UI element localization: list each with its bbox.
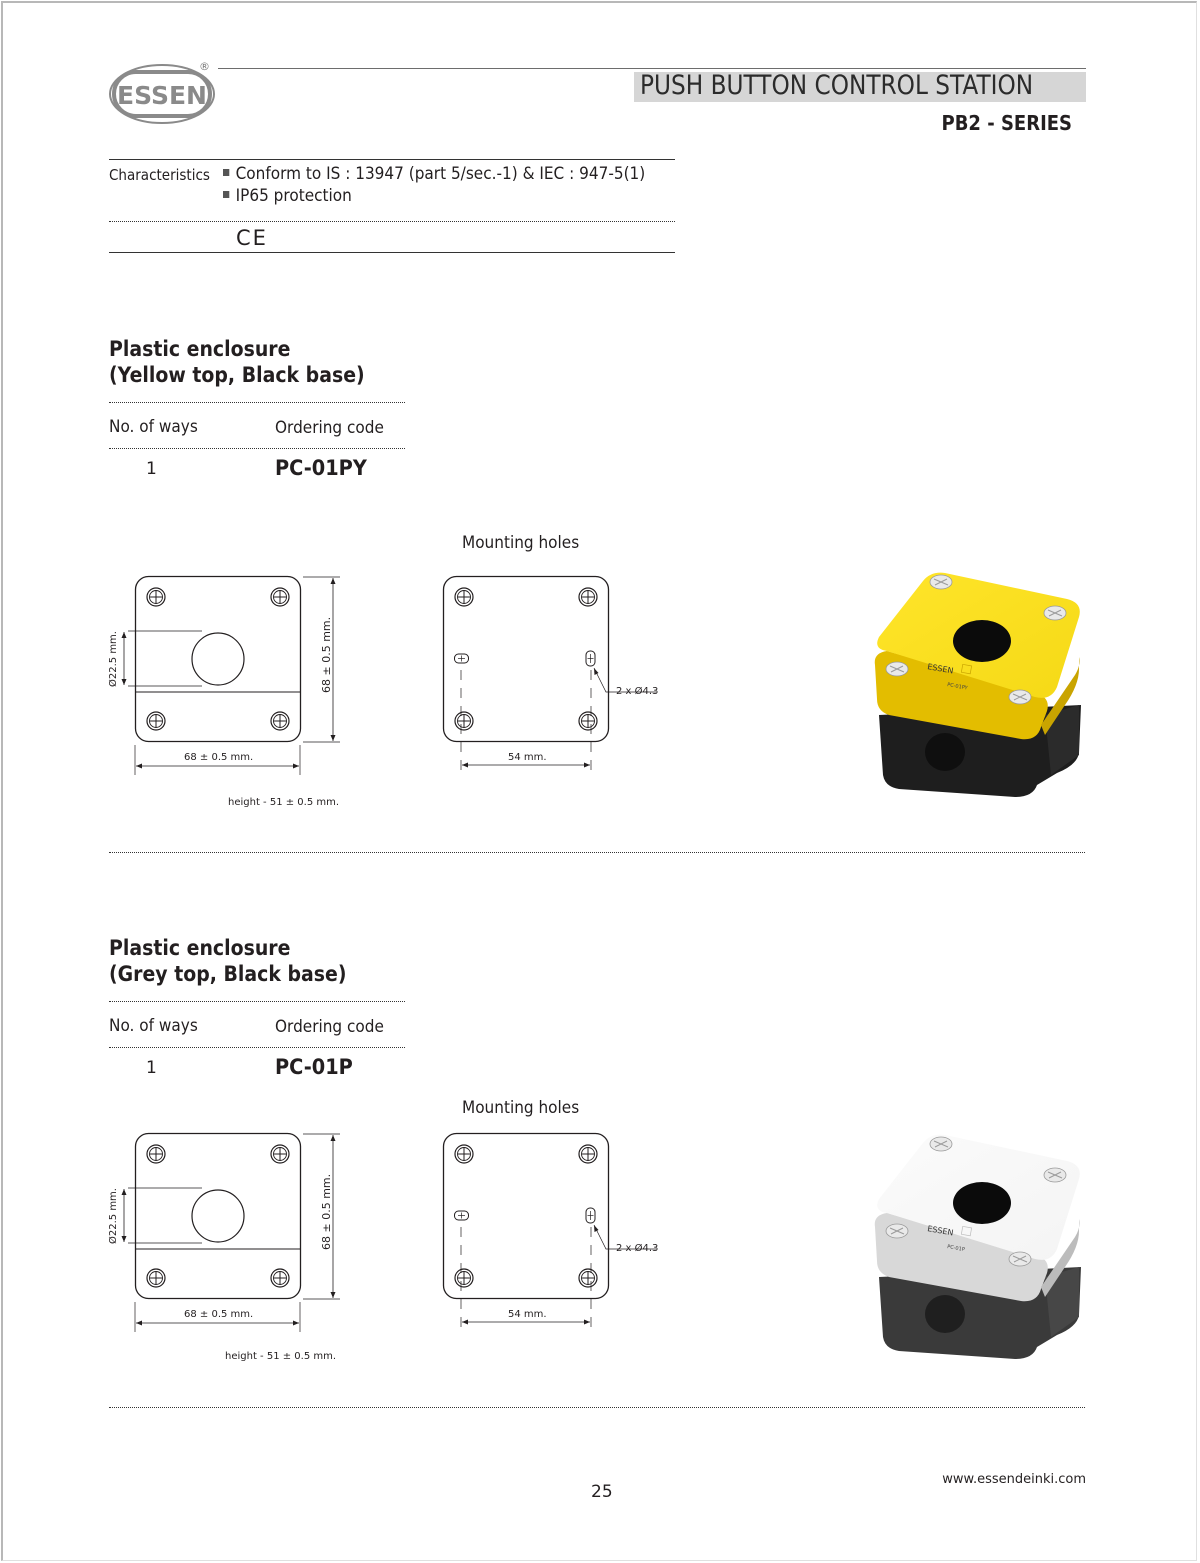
product-label-code: PC-01PY — [946, 682, 969, 692]
screw-icon — [886, 662, 908, 676]
logo-text: ESSEN — [117, 81, 207, 110]
section-title: Plastic enclosure — [109, 337, 291, 361]
section-subtitle: (Grey top, Black base) — [109, 962, 347, 986]
mounting-holes-title: Mounting holes — [462, 533, 580, 553]
table-divider — [109, 448, 405, 449]
dimension-depth: height - 51 ± 0.5 mm. — [225, 1351, 337, 1362]
button-hole — [953, 1182, 1011, 1224]
button-hole — [192, 1190, 244, 1242]
column-header-code: Ordering code — [275, 418, 384, 438]
screw-icon — [579, 1145, 597, 1163]
characteristic-item — [223, 164, 645, 184]
section-separator — [109, 1407, 1085, 1408]
column-header-ways: No. of ways — [109, 1016, 198, 1036]
dimension-mounting-spacing: 54 mm. — [508, 1309, 547, 1320]
screw-icon — [455, 1269, 473, 1287]
characteristic-text: Conform to IS : 13947 (part 5/sec.-1) & IEC : 947-5(1) — [235, 164, 646, 184]
mounting-slot-icon — [455, 654, 469, 663]
screw-icon — [271, 1145, 289, 1163]
product-label-brand: ESSEN — [926, 1224, 955, 1238]
mounting-holes-title: Mounting holes — [462, 1098, 580, 1118]
table-divider — [109, 402, 405, 403]
column-header-code: Ordering code — [275, 1017, 384, 1037]
bullet-icon — [223, 169, 229, 176]
screw-icon — [1009, 1252, 1031, 1266]
dimension-mounting-spacing: 54 mm. — [508, 752, 547, 763]
characteristic-item — [223, 186, 352, 206]
mounting-holes-drawing — [430, 565, 680, 785]
screw-icon — [455, 1145, 473, 1163]
dimension-mounting-holes: 2 x Ø4.3 — [616, 1243, 659, 1254]
characteristic-text: IP65 protection — [235, 186, 352, 206]
section-title: Plastic enclosure — [109, 936, 291, 960]
screw-icon — [147, 712, 165, 730]
page-number: 25 — [591, 1482, 613, 1502]
screw-icon — [147, 1145, 165, 1163]
screw-icon — [271, 712, 289, 730]
characteristics-label: Characteristics — [109, 166, 210, 184]
ordering-code: PC-01PY — [275, 456, 367, 480]
dimension-height: 68 ± 0.5 mm. — [320, 1173, 333, 1250]
button-hole — [953, 620, 1011, 662]
table-divider — [109, 1001, 405, 1002]
screw-icon — [579, 1269, 597, 1287]
screw-icon — [1044, 606, 1066, 620]
cable-entry-icon — [925, 733, 965, 771]
dimension-hole-diameter: Ø22.5 mm. — [108, 631, 119, 687]
mounting-holes-drawing — [430, 1122, 680, 1342]
dimension-width: 68 ± 0.5 mm. — [184, 1309, 254, 1320]
ways-value: 1 — [146, 459, 157, 479]
mounting-slot-icon — [586, 651, 595, 666]
section-subtitle: (Yellow top, Black base) — [109, 363, 365, 387]
product-label-brand: ESSEN — [926, 662, 955, 676]
dimension-height: 68 ± 0.5 mm. — [320, 616, 333, 693]
screw-icon — [147, 1269, 165, 1287]
product-photo — [865, 1127, 1095, 1362]
registered-mark: ® — [199, 60, 210, 73]
mounting-slot-icon — [455, 1211, 469, 1220]
product-photo — [865, 565, 1095, 800]
table-divider — [109, 1047, 405, 1048]
ways-value: 1 — [146, 1058, 157, 1078]
characteristics-bottom-rule — [109, 252, 675, 253]
cable-entry-icon — [925, 1295, 965, 1333]
screw-icon — [579, 588, 597, 606]
enclosure-outline — [136, 577, 301, 742]
screw-icon — [147, 588, 165, 606]
screw-icon — [1009, 690, 1031, 704]
series-label: PB2 - SERIES — [941, 111, 1072, 135]
ce-mark: CE — [236, 226, 268, 250]
product-label-code: PC-01P — [946, 1244, 966, 1254]
mounting-slot-icon — [586, 1208, 595, 1223]
header-rule — [218, 68, 1086, 69]
dimension-hole-diameter: Ø22.5 mm. — [108, 1188, 119, 1244]
screw-icon — [930, 575, 952, 589]
button-hole — [192, 633, 244, 685]
screw-icon — [455, 712, 473, 730]
bullet-icon — [223, 191, 229, 198]
screw-icon — [455, 588, 473, 606]
page-title: PUSH BUTTON CONTROL STATION — [640, 70, 1034, 101]
website-link[interactable]: www.essendeinki.com — [942, 1472, 1086, 1487]
characteristics-divider — [109, 221, 675, 222]
screw-icon — [930, 1137, 952, 1151]
ordering-code: PC-01P — [275, 1055, 353, 1079]
column-header-ways: No. of ways — [109, 417, 198, 437]
dimension-mounting-holes: 2 x Ø4.3 — [616, 686, 659, 697]
dimension-depth: height - 51 ± 0.5 mm. — [228, 797, 340, 808]
enclosure-outline — [136, 1134, 301, 1299]
characteristics-top-rule — [109, 159, 675, 160]
screw-icon — [271, 1269, 289, 1287]
section-separator — [109, 852, 1085, 853]
screw-icon — [271, 588, 289, 606]
dimension-width: 68 ± 0.5 mm. — [184, 752, 254, 763]
screw-icon — [886, 1224, 908, 1238]
screw-icon — [1044, 1168, 1066, 1182]
screw-icon — [579, 712, 597, 730]
